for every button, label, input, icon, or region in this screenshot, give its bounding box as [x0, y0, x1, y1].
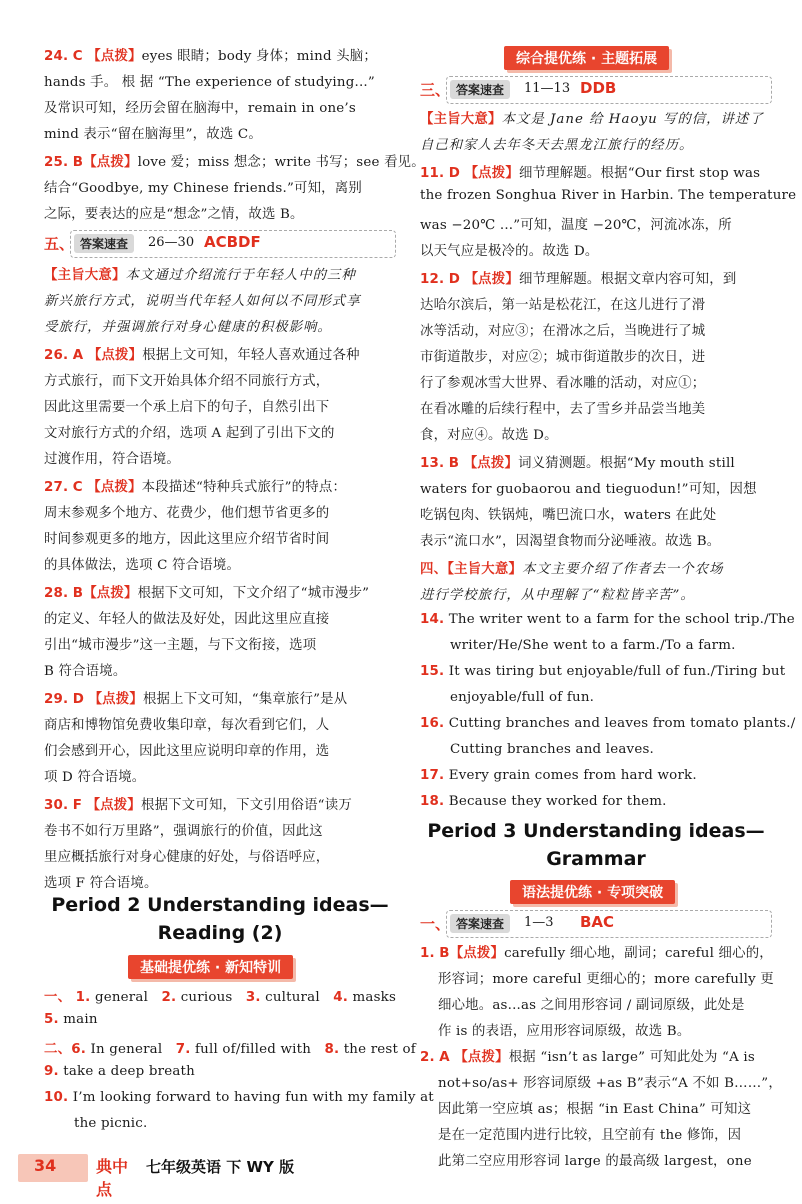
q29-answer: D — [72, 692, 85, 707]
q24-line-3: 及常识可知，经历会留在脑海中，remain in one’s — [44, 101, 356, 116]
banner-basic-practice: 基础提优练 · 新知特训 — [128, 955, 293, 979]
q12-tag: 【点拨】 — [464, 272, 519, 287]
q25-tag: 【点拨】 — [83, 155, 138, 170]
q13-answer: B — [448, 456, 460, 471]
q24-tag: 【点拨】 — [87, 49, 142, 64]
quick-answer-range: 1—3 — [524, 915, 554, 930]
q14-line-1: 14. The writer went to a farm for the school trip./The — [420, 612, 795, 627]
q17-line-1: 17. Every grain comes from hard work. — [420, 768, 697, 783]
section-5-quick-answers — [44, 230, 396, 258]
section-1-label: 一、 — [420, 915, 451, 933]
q15-line-1: 15. It was tiring but enjoyable/full of fun./Tiring but — [420, 664, 786, 679]
main-idea-3-line-2: 自己和家人去年冬天去黑龙江旅行的经历。 — [420, 138, 694, 153]
q10-line-1: 10. I’m looking forward to having fun with my family at — [44, 1090, 434, 1105]
q13-line-1: 13. B 【点拨】词义猜测题。根据“My mouth still — [420, 456, 735, 471]
q28-line-4: B 符合语境。 — [44, 664, 127, 679]
main-idea-tag: 【主旨大意】 — [44, 268, 126, 283]
quick-answer-tag: 答案速查 — [450, 80, 510, 99]
q11-tag: 【点拨】 — [464, 166, 519, 181]
q27-line-1: 27. C 【点拨】本段描述“特种兵式旅行”的特点： — [44, 480, 347, 495]
q25-line-2: 结合“Goodbye, my Chinese friends.”可知，离别 — [44, 181, 362, 196]
q29-line-1: 29. D 【点拨】根据上下文可知，“集章旅行”是从 — [44, 692, 348, 707]
q26-number: 26. — [44, 348, 69, 363]
q11-line-1: 11. D 【点拨】细节理解题。根据“Our first stop was — [420, 166, 761, 181]
q13-line-4: 表示“流口水”，因渴望食物而分泌唾液。故选 B。 — [420, 534, 721, 549]
q10-line-2: the picnic. — [74, 1116, 148, 1131]
page-number: 34 — [34, 1156, 57, 1175]
q25-line-3: 之际，要表达的应是“想念”之情，故选 B。 — [44, 207, 304, 222]
g1-line-4: 作 is 的表语，应用形容词原级，故选 B。 — [438, 1024, 691, 1039]
q12-line-2: 达哈尔滨后，第一站是松花江，在这儿进行了滑 — [420, 298, 706, 313]
quick-answer-range: 11—13 — [524, 81, 571, 96]
q24-line-1: 24. C 【点拨】eyes 眼睛；body 身体；mind 头脑； — [44, 49, 377, 64]
quick-answer-range: 26—30 — [148, 235, 195, 250]
g2-line-3: 因此第一空应填 as；根据 “in East China” 可知这 — [438, 1102, 752, 1117]
q18-line-1: 18. Because they worked for them. — [420, 794, 667, 809]
q29-line-4: 项 D 符合语境。 — [44, 770, 146, 785]
q30-answer: F — [72, 798, 83, 813]
q17-number: 17. — [420, 768, 445, 783]
q12-line-4: 市街道散步，对应②；城市街道散步的次日，进 — [420, 350, 706, 365]
g1-answer: B — [439, 946, 450, 961]
q25-answer: B — [72, 155, 84, 170]
q30-line-3: 里应概括旅行对身心健康的好处，与俗语呼应， — [44, 850, 330, 865]
section-5-label: 五、 — [44, 235, 75, 253]
q29-line-3: 们会感到开心，因此这里应说明印章的作用，选 — [44, 744, 330, 759]
q10-number: 10. — [44, 1090, 69, 1105]
period-3-title-line-2: Grammar — [546, 848, 646, 870]
q27-answer: C — [72, 480, 83, 495]
g1-tag: 【点拨】 — [449, 946, 505, 961]
quick-answer-letters: ACBDF — [204, 233, 261, 251]
q15-line-2: enjoyable/full of fun. — [450, 690, 595, 705]
q27-line-4: 的具体做法，选项 C 符合语境。 — [44, 558, 241, 573]
q30-tag: 【点拨】 — [86, 798, 141, 813]
g2-tag: 【点拨】 — [454, 1050, 509, 1065]
q12-line-7: 食，对应④。故选 D。 — [420, 428, 558, 443]
q28-line-3: 引出“城市漫步”这一主题，与下文衔接，选项 — [44, 638, 317, 653]
q26-line-2: 方式旅行，而下文开始具体介绍不同旅行方式， — [44, 374, 330, 389]
g1-line-2: 形容词；more careful 更细心的；more carefully 更 — [438, 972, 774, 987]
brand-logo: 典中点 — [96, 1157, 129, 1199]
q11-line-3: was −20℃ ...”可知，温度 −20℃，河流冰冻，所 — [420, 218, 732, 233]
q12-line-1: 12. D 【点拨】细节理解题。根据文章内容可知，到 — [420, 272, 737, 287]
section-4-line-1: 四、【主旨大意】本文主要介绍了作者去一个农场 — [420, 562, 724, 577]
page-footer — [0, 1148, 800, 1199]
period-3-title-line-1: Period 3 Understanding ideas— — [427, 820, 765, 842]
main-idea-3-line-1: 【主旨大意】本文是 Jane 给 Haoyu 写的信，讲述了 — [420, 112, 764, 127]
q29-tag: 【点拨】 — [88, 692, 143, 707]
q26-line-1: 26. A 【点拨】根据上文可知，年轻人喜欢通过各种 — [44, 348, 360, 363]
q12-line-3: 冰等活动，对应③；在滑冰之后，当晚进行了城 — [420, 324, 706, 339]
q26-line-3: 因此这里需要一个承上启下的句子，自然引出下 — [44, 400, 330, 415]
g2-line-5: 此第二空应用形容词 large 的最高级 largest，one — [438, 1154, 752, 1169]
q30-line-4: 选项 F 符合语境。 — [44, 876, 158, 891]
section-3-quick-answers — [420, 76, 772, 104]
q11-line-2: the frozen Songhua River in Harbin. The temperature — [420, 188, 797, 203]
q12-line-5: 行了参观冰雪大世界、看冰雕的活动，对应①； — [420, 376, 706, 391]
g2-answer: A — [439, 1050, 450, 1065]
main-idea-5-line-3: 受旅行，并强调旅行对身心健康的积极影响。 — [44, 320, 332, 335]
q16-line-1: 16. Cutting branches and leaves from tomato plants./ — [420, 716, 796, 731]
q30-line-1: 30. F 【点拨】根据下文可知，下文引用俗语“读万 — [44, 798, 352, 813]
q27-line-2: 周末参观多个地方、花费少，他们想节省更多的 — [44, 506, 330, 521]
quick-answer-letters: BAC — [580, 913, 615, 931]
g1-line-3: 细心地。as...as 之间用形容词 / 副词原级，此处是 — [438, 998, 745, 1013]
vocab-row-3: 二、6. In general 7. full of/filled with 8. the rest of — [44, 1042, 416, 1057]
q11-number: 11. — [420, 166, 445, 181]
q25-line-1: 25. B【点拨】love 爱；miss 想念；write 书写；see 看见。 — [44, 155, 425, 170]
period-2-title-line-1: Period 2 Understanding ideas— — [51, 894, 389, 916]
quick-answer-tag: 答案速查 — [74, 234, 134, 253]
section-3-label: 三、 — [420, 81, 451, 99]
section-1-quick-answers — [420, 910, 772, 938]
q18-number: 18. — [420, 794, 445, 809]
q28-number: 28. — [44, 586, 69, 601]
q13-line-3: 吃锅包肉、铁锅炖，嘴巴流口水，waters 在此处 — [420, 508, 717, 523]
q12-answer: D — [448, 272, 461, 287]
q25-number: 25. — [44, 155, 69, 170]
q28-line-2: 的定义、年轻人的做法及好处，因此这里应直接 — [44, 612, 330, 627]
q16-number: 16. — [420, 716, 445, 731]
main-idea-tag: 【主旨大意】 — [420, 112, 502, 127]
q14-number: 14. — [420, 612, 445, 627]
banner-grammar-practice: 语法提优练 · 专项突破 — [510, 880, 675, 904]
q30-number: 30. — [44, 798, 69, 813]
q27-tag: 【点拨】 — [87, 480, 142, 495]
q29-line-2: 商店和博物馆免费收集印章，每次看到它们，人 — [44, 718, 330, 733]
q24-number: 24. — [44, 49, 69, 64]
g2-number: 2. — [420, 1050, 435, 1065]
section-4-label: 四、 — [420, 562, 448, 577]
quick-answer-tag: 答案速查 — [450, 914, 510, 933]
q29-number: 29. — [44, 692, 69, 707]
q24-answer: C — [72, 49, 83, 64]
q28-tag: 【点拨】 — [83, 586, 138, 601]
q28-line-1: 28. B【点拨】根据下文可知，下文介绍了“城市漫步” — [44, 586, 370, 601]
main-idea-5-line-1: 【主旨大意】本文通过介绍流行于年轻人中的三种 — [44, 268, 356, 283]
g2-line-4: 是在一定范围内进行比较，且空前有 the 修饰，因 — [438, 1128, 742, 1143]
q26-answer: A — [72, 348, 84, 363]
q30-line-2: 卷书不如行万里路”，强调旅行的价值，因此这 — [44, 824, 323, 839]
main-idea-tag: 【主旨大意】 — [447, 562, 523, 577]
q26-line-5: 过渡作用，符合语境。 — [44, 452, 180, 467]
main-idea-5-line-2: 新兴旅行方式，说明当代年轻人如何以不同形式享 — [44, 294, 361, 309]
q27-number: 27. — [44, 480, 69, 495]
vocab-row-1: 一、 1. general 2. curious 3. cultural 4. masks — [44, 990, 397, 1005]
q11-answer: D — [448, 166, 461, 181]
q12-line-6: 在看冰雕的后续行程中，去了雪乡并品尝当地美 — [420, 402, 706, 417]
q12-number: 12. — [420, 272, 445, 287]
q27-line-3: 时间参观更多的地方，因此这里应介绍节省时间 — [44, 532, 330, 547]
q24-line-2: hands 手。 根 据 “The experience of studying...” — [44, 75, 375, 90]
q26-line-4: 文对旅行方式的介绍，选项 A 起到了引出下文的 — [44, 426, 335, 441]
g2-line-2: not+so/as+ 形容词原级 +as B”表示“A 不如 B……”， — [438, 1076, 782, 1091]
g2-line-1: 2. A 【点拨】根据 “isn’t as large” 可知此处为 “A is — [420, 1050, 755, 1065]
q28-answer: B — [72, 586, 84, 601]
q24-line-4: mind 表示“留在脑海里”，故选 C。 — [44, 127, 262, 142]
q13-tag: 【点拨】 — [463, 456, 519, 471]
q15-number: 15. — [420, 664, 445, 679]
q26-tag: 【点拨】 — [87, 348, 143, 363]
banner-comprehensive-practice: 综合提优练 · 主题拓展 — [504, 46, 669, 70]
q14-line-2: writer/He/She went to a farm./To a farm. — [450, 638, 736, 653]
q13-number: 13. — [420, 456, 445, 471]
vocab-row-4: 9. take a deep breath — [44, 1064, 195, 1079]
q11-line-4: 以天气应是极冷的。故选 D。 — [420, 244, 599, 259]
section-4-line-2: 进行学校旅行，从中理解了“粒粒皆辛苦”。 — [420, 588, 695, 603]
period-2-title-line-2: Reading (2) — [157, 922, 283, 944]
g1-number: 1. — [420, 946, 435, 961]
vocab-row-2: 5. main — [44, 1012, 98, 1027]
q16-line-2: Cutting branches and leaves. — [450, 742, 654, 757]
quick-answer-letters: DDB — [580, 79, 617, 97]
g1-line-1: 1. B【点拨】carefully 细心地，副词；careful 细心的， — [420, 946, 773, 961]
book-title: 七年级英语 下 WY 版 — [146, 1158, 295, 1176]
q13-line-2: waters for guobaorou and tieguodun!”可知，因想 — [420, 482, 757, 497]
